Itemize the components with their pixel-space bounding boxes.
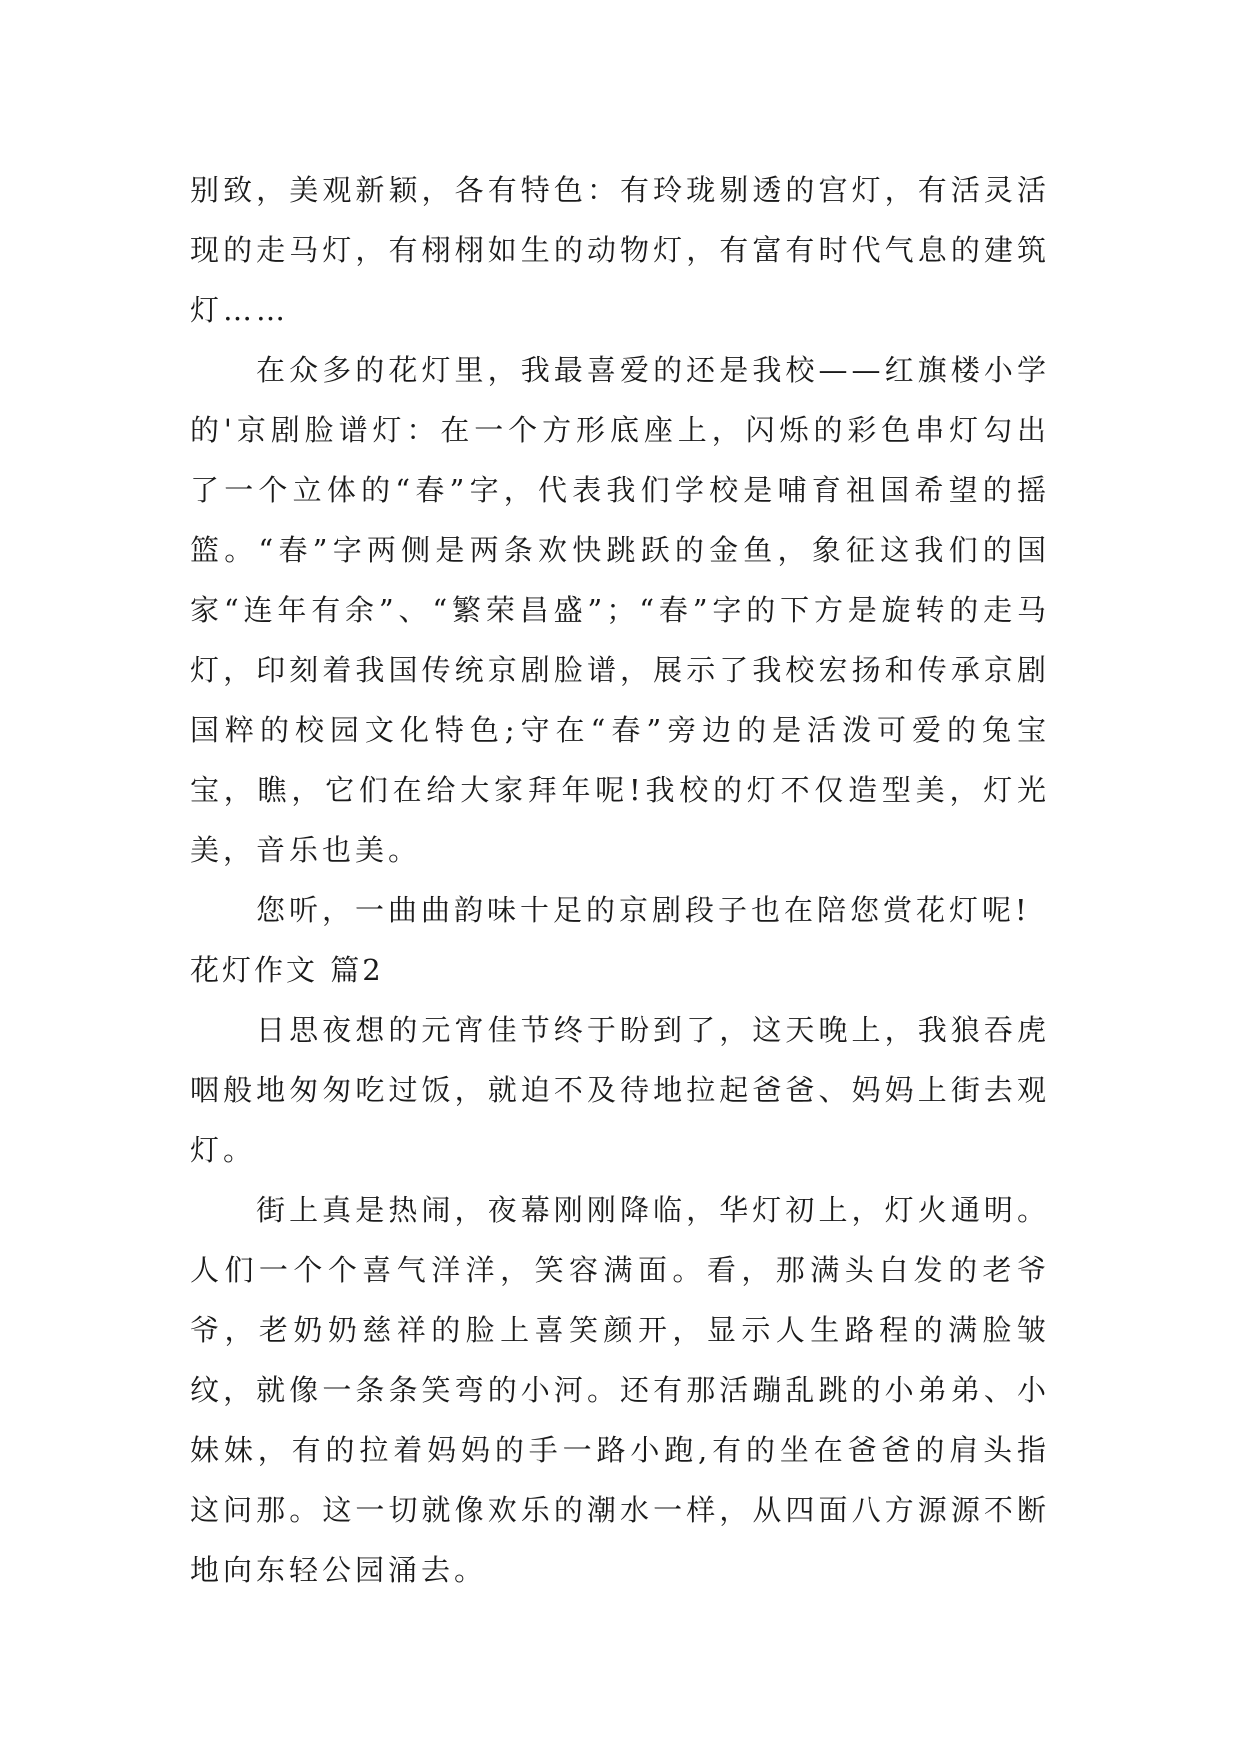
- paragraph-street-scene: 街上真是热闹，夜幕刚刚降临，华灯初上，灯火通明。人们一个个喜气洋洋，笑容满面。看，那满头白发的老爷爷，老奶奶慈祥的脸上喜笑颜开，显示人生路程的满脸皱纹，就像一条条笑弯的小河。还有那活蹦乱跳的小弟弟、小妹妹，有的拉着妈妈的手一路小跑,有的坐在爸爸的肩头指这问那。这一切就像欢乐的潮水一样，从四面八方源源不断地向东轻公园涌去。: [190, 1193, 1050, 1587]
- section-title: 花灯作文 篇2: [190, 953, 384, 987]
- paragraph-continued: 别致，美观新颖，各有特色：有玲珑剔透的宫灯，有活灵活现的走马灯，有栩栩如生的动物灯，有富有时代气息的建筑灯……: [190, 173, 1050, 327]
- paragraph-listen: 您听，一曲曲韵味十足的京剧段子也在陪您赏花灯呢!: [256, 893, 1031, 927]
- paragraph-lantern-festival-evening: 日思夜想的元宵佳节终于盼到了，这天晚上，我狼吞虎咽般地匆匆吃过饭，就迫不及待地拉起爸爸、妈妈上街去观灯。: [190, 1013, 1050, 1167]
- paragraph-favorite-lantern: 在众多的花灯里，我最喜爱的还是我校——红旗楼小学的'京剧脸谱灯：在一个方形底座上，闪烁的彩色串灯勾出了一个立体的“春”字，代表我们学校是哺育祖国希望的摇篮。“春”字两侧是两条欢快跳跃的金鱼，象征这我们的国家“连年有余”、“繁荣昌盛”；“春”字的下方是旋转的走马灯，印刻着我国传统京剧脸谱，展示了我校宏扬和传承京剧国粹的校园文化特色;守在“春”旁边的是活泼可爱的兔宝宝，瞧，它们在给大家拜年呢!我校的灯不仅造型美，灯光美，音乐也美。: [190, 353, 1050, 867]
- document-body: [190, 160, 1050, 1600]
